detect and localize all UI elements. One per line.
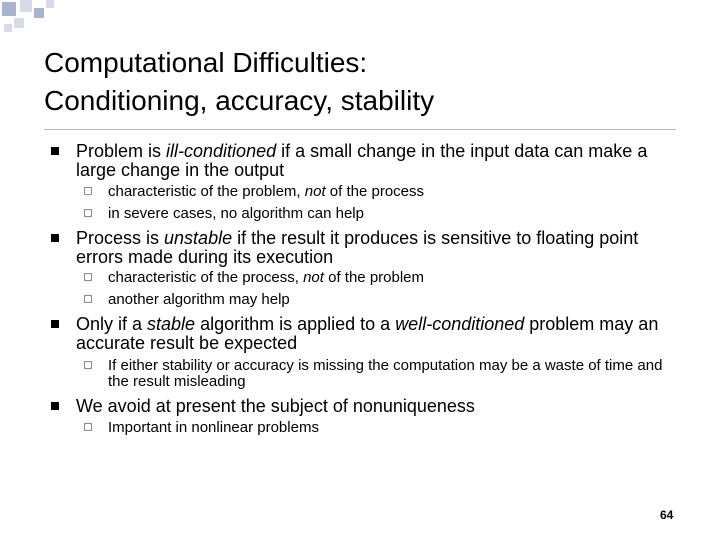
sub-bullet [108,206,678,222]
checkbox-bullet-icon [84,209,92,217]
sub-bullet [108,358,678,390]
bullet-text: algorithm is applied to a [195,314,396,334]
bullet-stable-well-conditioned [76,315,676,353]
title-line-1: Computational Difficulties: [44,47,368,78]
checkbox-bullet-icon [84,273,92,281]
square-bullet-icon [51,402,59,410]
sub-bullet-emphasis: not [304,183,326,200]
checkbox-bullet-icon [84,361,92,369]
title-divider [44,129,676,130]
sub-bullet [108,184,678,200]
checkbox-bullet-icon [84,295,92,303]
bullet-nonuniqueness [76,397,676,416]
bullet-text: problem may an accurate result be expected [76,314,659,353]
square-bullet-icon [51,147,59,155]
sub-bullet-text: in severe cases, no algorithm can help [108,205,364,222]
square-bullet-icon [51,234,59,242]
checkbox-bullet-icon [84,423,92,431]
title-line-2: Conditioning, accuracy, stability [44,85,435,116]
bullet-emphasis: ill-conditioned [166,141,277,161]
sub-bullet [108,420,678,436]
corner-decoration [0,0,720,40]
bullet-emphasis: unstable [164,228,233,248]
bullet-text: Problem is [76,141,167,161]
square-bullet-icon [51,320,59,328]
sub-bullet-text: of the problem [323,269,425,286]
sub-bullet [108,292,678,308]
slide-title [44,44,684,120]
sub-bullet-text: of the process [325,183,425,200]
bullet-text: We avoid at present the subject of nonuniqueness [76,396,475,416]
bullet-ill-conditioned [76,142,676,180]
sub-bullet-text: characteristic of the problem, [108,183,305,200]
checkbox-bullet-icon [84,187,92,195]
page-number: 64 [660,508,674,522]
sub-bullet-text: another algorithm may help [108,291,290,308]
sub-bullet [108,270,678,286]
sub-bullet-emphasis: not [303,269,324,286]
sub-bullet-text: Important in nonlinear problems [108,419,319,436]
bullet-emphasis: stable [147,314,196,334]
sub-bullet-text: characteristic of the process, [108,269,304,286]
bullet-text: if a small change in the input data can make a large change in the output [76,141,648,180]
bullet-text: if the result it produces is sensitive to floating point errors made during its execution [76,228,639,267]
bullet-emphasis: well-conditioned [395,314,525,334]
bullet-text: Only if a [76,314,148,334]
bullet-unstable [76,229,676,267]
bullet-text: Process is [76,228,165,248]
sub-bullet-text: If either stability or accuracy is missing the computation may be a waste of time and the result misleading [108,357,663,390]
